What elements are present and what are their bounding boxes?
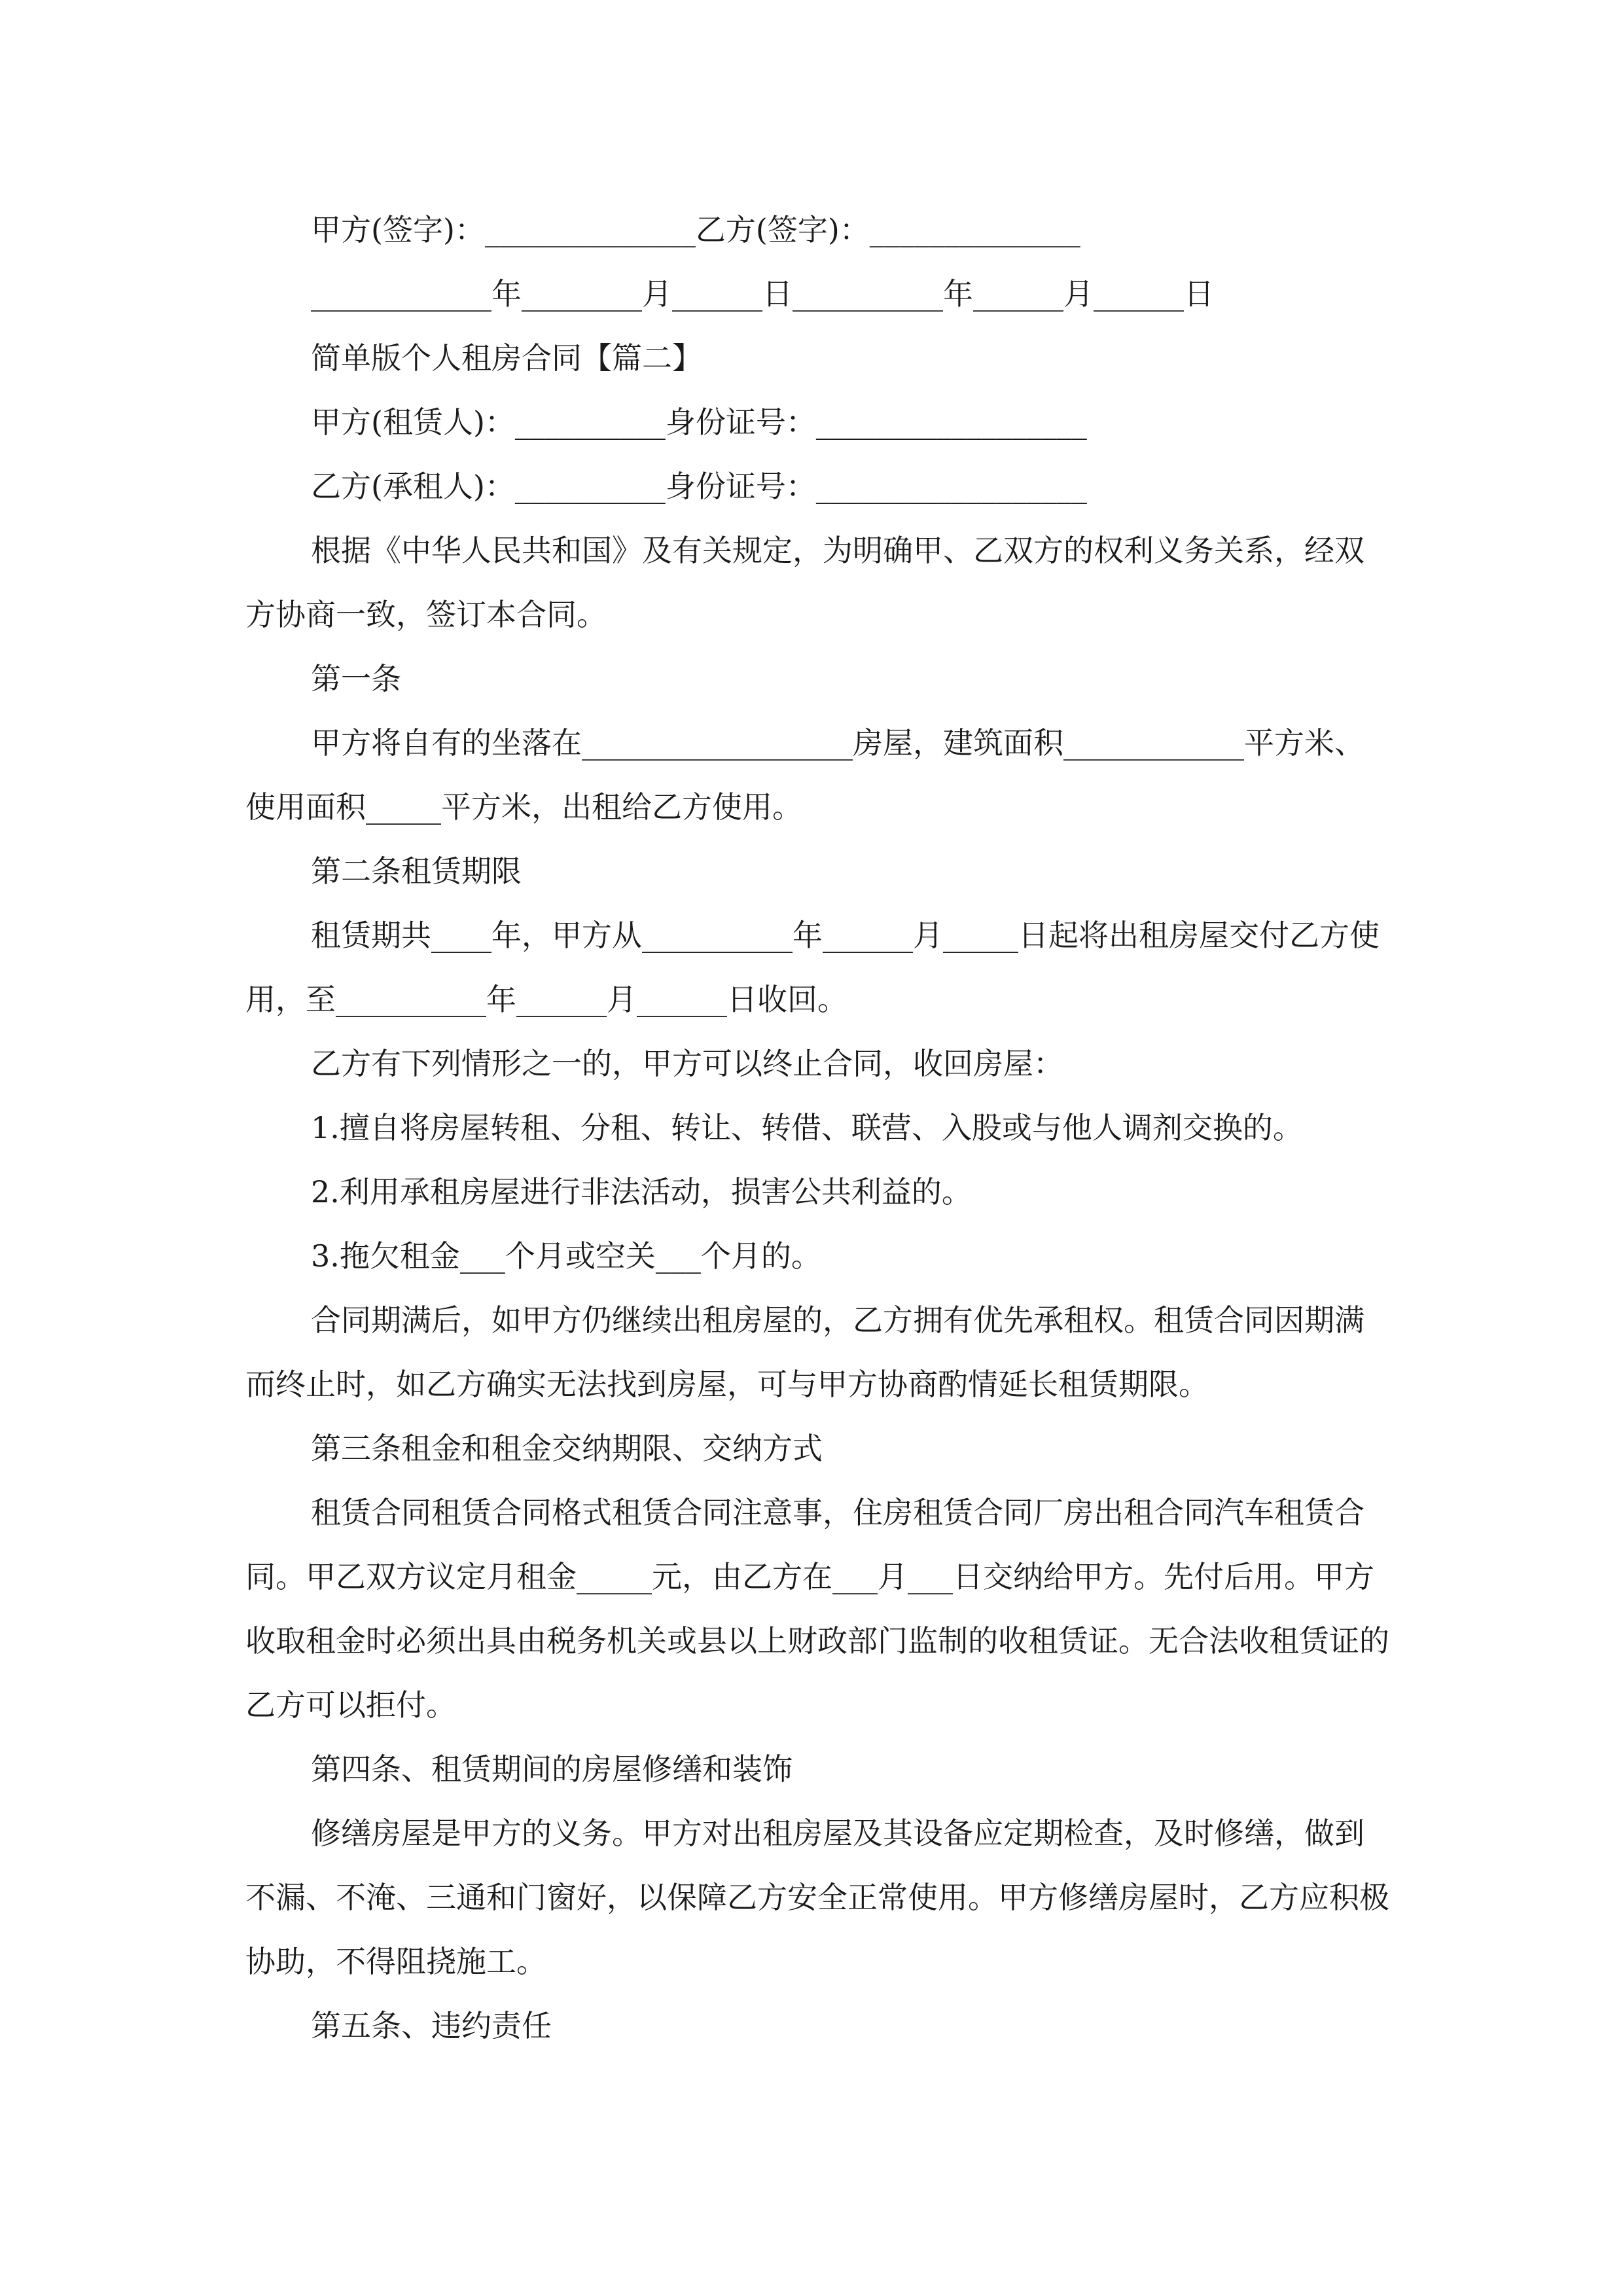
intro-paragraph: 根据《中华人民共和国》及有关规定，为明确甲、乙双方的权利义务关系，经双方协商一致，签订本合同。 xyxy=(245,533,1364,632)
article-1-title: 第一条 xyxy=(311,661,401,696)
signature-line-1: 甲方(签字)：______________乙方(签字)：______________ xyxy=(311,212,1080,247)
article-4-title: 第四条、租赁期间的房屋修缮和装饰 xyxy=(311,1751,793,1787)
article-2-title: 第二条租赁期限 xyxy=(311,853,522,889)
party-a-line: 甲方(租赁人)：__________身份证号：__________________ xyxy=(311,404,1087,440)
party-b-line: 乙方(承租人)：__________身份证号：__________________ xyxy=(311,469,1087,504)
signature-date-line: ____________年________月______日__________年______月______日 xyxy=(311,276,1214,312)
article-1-body: 甲方将自有的坐落在__________________房屋，建筑面积____________平方米、使用面积_____平方米，出租给乙方使用。 xyxy=(245,725,1364,825)
section-title: 简单版个人租房合同【篇二】 xyxy=(311,340,702,376)
article-4-body: 修缮房屋是甲方的义务。甲方对出租房屋及其设备应定期检查，及时修缮，做到不漏、不淹、三通和门窗好，以保障乙方安全正常使用。甲方修缮房屋时，乙方应积极协助，不得阻挠施工。 xyxy=(245,1816,1389,1979)
article-2-body: 租赁期共____年，甲方从__________年______月_____日起将出租房屋交付乙方使用，至__________年______月______日收回。 xyxy=(245,918,1380,1017)
termination-item-1: 1.擅自将房屋转租、分租、转让、转借、联营、入股或与他人调剂交换的。 xyxy=(311,1110,1303,1145)
termination-intro: 乙方有下列情形之一的，甲方可以终止合同，收回房屋： xyxy=(311,1046,1063,1081)
article-3-body: 租赁合同租赁合同格式租赁合同注意事，住房租赁合同厂房出租合同汽车租赁合同。甲乙双方议定月租金_____元，由乙方在___月___日交纳给甲方。先付后用。甲方收取租金时必须出具由税务机关或县以上财政部门监制的收租赁证。无合法收租赁证的乙方可以拒付。 xyxy=(245,1495,1389,1723)
renewal-paragraph: 合同期满后，如甲方仍继续出租房屋的，乙方拥有优先承租权。租赁合同因期满而终止时，如乙方确实无法找到房屋，可与甲方协商酌情延长租赁期限。 xyxy=(245,1302,1364,1402)
article-3-title: 第三条租金和租金交纳期限、交纳方式 xyxy=(311,1431,823,1466)
article-5-title: 第五条、违约责任 xyxy=(311,2008,552,2043)
termination-item-3: 3.拖欠租金___个月或空关___个月的。 xyxy=(311,1238,821,1274)
termination-item-2: 2.利用承租房屋进行非法活动，损害公共利益的。 xyxy=(311,1174,972,1210)
document-body xyxy=(245,198,1394,2058)
